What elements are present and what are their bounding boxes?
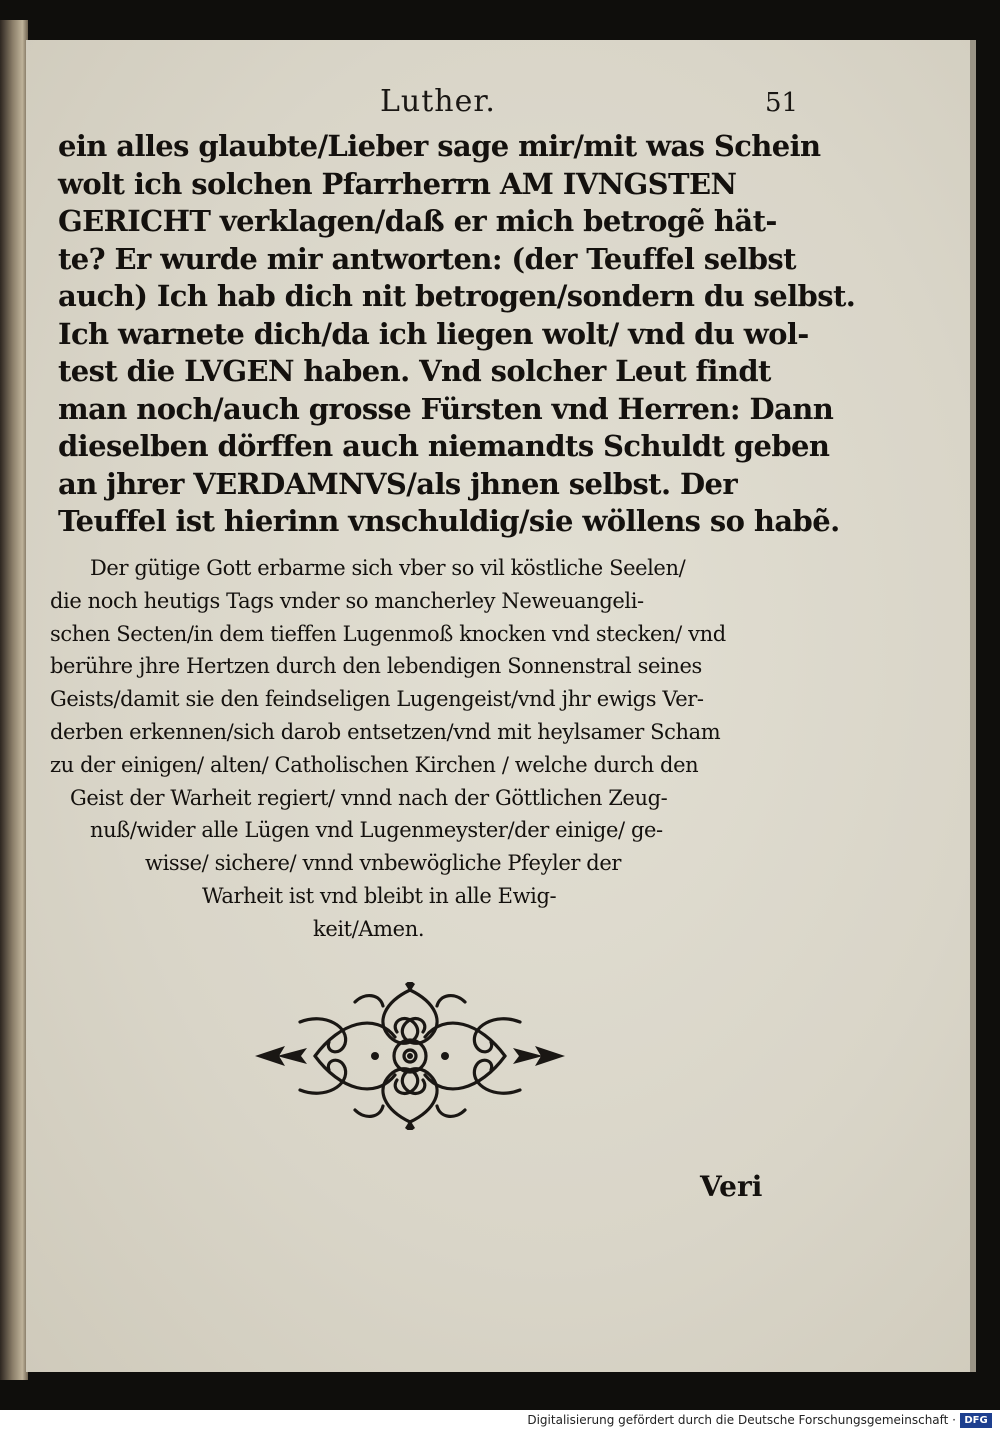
- page-number: 51: [765, 88, 799, 118]
- text-line: schen Secten/in dem tieffen Lugenmoß knocken vnd stecken/ vnd: [50, 621, 726, 646]
- text-line: Ich warnete dich/da ich liegen wolt/ vnd du wol-: [58, 316, 809, 351]
- text-line: man noch/auch grosse Fürsten vnd Herren: Dann: [58, 391, 834, 426]
- closing-prayer: [50, 552, 780, 946]
- dfg-logo-icon: DFG: [960, 1413, 992, 1428]
- text-line: ein alles glaubte/Lieber sage mir/mit was Schein: [58, 129, 821, 163]
- text-line: wisse/ sichere/ vnnd vnbewögliche Pfeyler der: [145, 851, 621, 876]
- text-line: dieselben dörffen auch niemandts Schuldt geben: [58, 429, 830, 463]
- funding-credit: Digitalisierung gefördert durch die Deutsche Forschungsgemeinschaft ·: [527, 1413, 956, 1427]
- text-line: nuß/wider alle Lügen vnd Lugenmeyster/der einige/ ge-: [90, 818, 663, 843]
- text-line: an jhrer VERDAMNVS/als jhnen selbst. Der: [58, 466, 738, 501]
- text-line: Warheit ist vnd bleibt in alle Ewig-: [202, 883, 557, 908]
- text-line: berühre jhre Hertzen durch den lebendigen Sonnenstral seines: [50, 654, 702, 679]
- text-line: zu der einigen/ alten/ Catholischen Kirchen / welche durch den: [50, 752, 699, 777]
- floral-ornament-icon: [255, 982, 565, 1130]
- text-line: auch) Ich hab dich nit betrogen/sondern du selbst.: [58, 279, 856, 313]
- text-line: wolt ich solchen Pfarrherrn AM IVNGSTEN: [58, 166, 737, 201]
- main-text: [58, 128, 856, 541]
- book-spine: [0, 20, 28, 1380]
- running-header: Luther.: [380, 84, 496, 119]
- text-line: Der gütige Gott erbarme sich vber so vil köstliche Seelen/: [90, 556, 686, 580]
- text-line: keit/Amen.: [313, 916, 425, 941]
- text-line: die noch heutigs Tags vnder so mancherley Neweuangeli-: [50, 588, 644, 613]
- text-line: test die LVGEN haben. Vnd solcher Leut findt: [58, 354, 771, 388]
- text-line: Geists/damit sie den feindseligen Lugengeist/vnd jhr ewigs Ver-: [50, 687, 704, 712]
- text-line: Geist der Warheit regiert/ vnnd nach der Göttlichen Zeug-: [70, 785, 668, 810]
- text-line: te? Er wurde mir antworten: (der Teuffel selbst: [58, 241, 796, 276]
- text-line: Teuffel ist hierinn vnschuldig/sie wöllens so habẽ.: [58, 504, 840, 538]
- text-line: GERICHT verklagen/daß er mich betrogẽ hät-: [58, 204, 777, 238]
- text-line: derben erkennen/sich darob entsetzen/vnd mit heylsamer Scham: [50, 719, 721, 744]
- catchword: Veri: [700, 1170, 763, 1203]
- page-edge: [970, 40, 976, 1372]
